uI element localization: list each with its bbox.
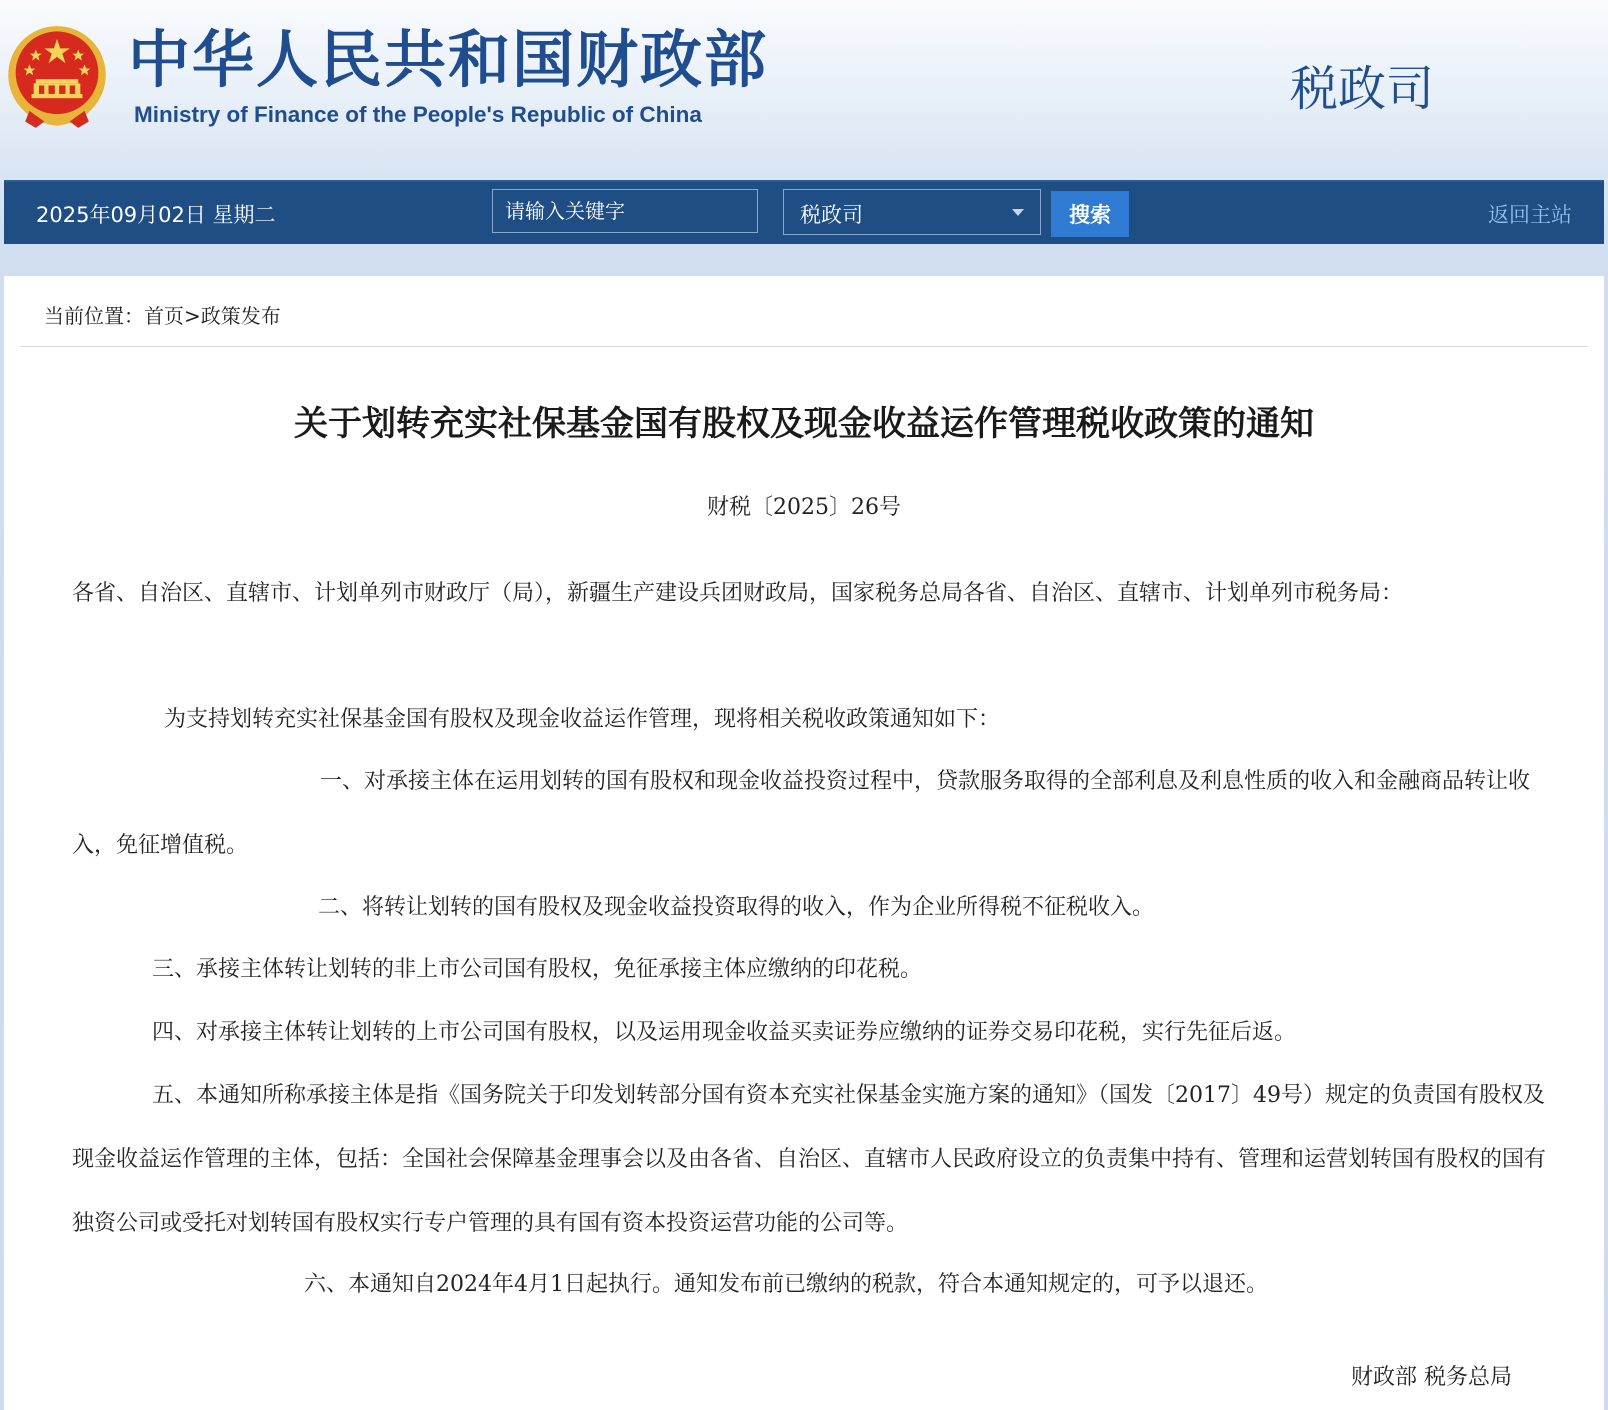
scope-select[interactable] xyxy=(783,189,1041,235)
top-toolbar xyxy=(4,180,1604,244)
document-number: 财税〔2025〕26号 xyxy=(707,495,901,520)
document-signature: 财政部 税务总局 xyxy=(1351,1365,1512,1390)
breadcrumb-prefix: 当前位置： xyxy=(44,304,144,328)
search-input[interactable] xyxy=(492,189,758,233)
breadcrumb xyxy=(44,300,281,329)
breadcrumb-current-link[interactable]: 政策发布 xyxy=(200,304,281,328)
site-title: 中华人民共和国财政部 xyxy=(128,23,769,96)
breadcrumb-home-link[interactable]: 首页 xyxy=(144,304,184,328)
document-paragraph: 三、承接主体转让划转的非上市公司国有股权，免征承接主体应缴纳的印花税。 xyxy=(152,957,923,982)
document-paragraph: 六、本通知自2024年4月1日起执行。通知发布前已缴纳的税款，符合本通知规定的，可予以退还。 xyxy=(304,1272,1268,1297)
current-date: 2025年09月02日 星期二 xyxy=(36,203,276,227)
breadcrumb-separator: > xyxy=(184,304,201,328)
document-paragraph: 五、本通知所称承接主体是指《国务院关于印发划转部分国有资本充实社保基金实施方案的通知》（国发〔2017〕49号）规定的负责国有股权及现金收益运作管理的主体，包括：全国社会保障基金理事会以及由各省、自治区、直辖市人民政府设立的负责集中持有、管理和运营划转国有股权的国有独资公司或受托对划转国有股权实行专户管理的具有国有资本投资运营功能的公司等。 xyxy=(72,1083,1547,1236)
document-paragraph: 一、对承接主体在运用划转的国有股权和现金收益投资过程中，贷款服务取得的全部利息及利息性质的收入和金融商品转让收入，免征增值税。 xyxy=(72,769,1531,858)
main-content xyxy=(4,276,1604,1410)
site-header xyxy=(0,0,1608,180)
document-title: 关于划转充实社保基金国有股权及现金收益运作管理税收政策的通知 xyxy=(294,404,1314,444)
document-paragraph: 四、对承接主体转让划转的上市公司国有股权，以及运用现金收益买卖证券应缴纳的证券交易印花税，实行先征后返。 xyxy=(152,1020,1297,1045)
document-paragraph: 二、将转让划转的国有股权及现金收益投资取得的收入，作为企业所得税不征税收入。 xyxy=(318,895,1155,920)
site-title-english: Ministry of Finance of the People's Republic of China xyxy=(134,102,702,127)
department-name: 税政司 xyxy=(1290,61,1435,117)
chevron-down-icon xyxy=(1012,209,1024,216)
return-home-link[interactable]: 返回主站 xyxy=(1488,203,1572,227)
search-button[interactable]: 搜索 xyxy=(1051,191,1129,237)
document-paragraph: 为支持划转充实社保基金国有股权及现金收益运作管理，现将相关税收政策通知如下： xyxy=(164,707,1001,732)
breadcrumb-divider xyxy=(20,346,1588,347)
scope-select-value: 税政司 xyxy=(800,203,863,227)
document-addressee: 各省、自治区、直辖市、计划单列市财政厅（局），新疆生产建设兵团财政局，国家税务总局各省、自治区、直辖市、计划单列市税务局： xyxy=(72,581,1404,606)
national-emblem-icon[interactable] xyxy=(4,24,110,130)
